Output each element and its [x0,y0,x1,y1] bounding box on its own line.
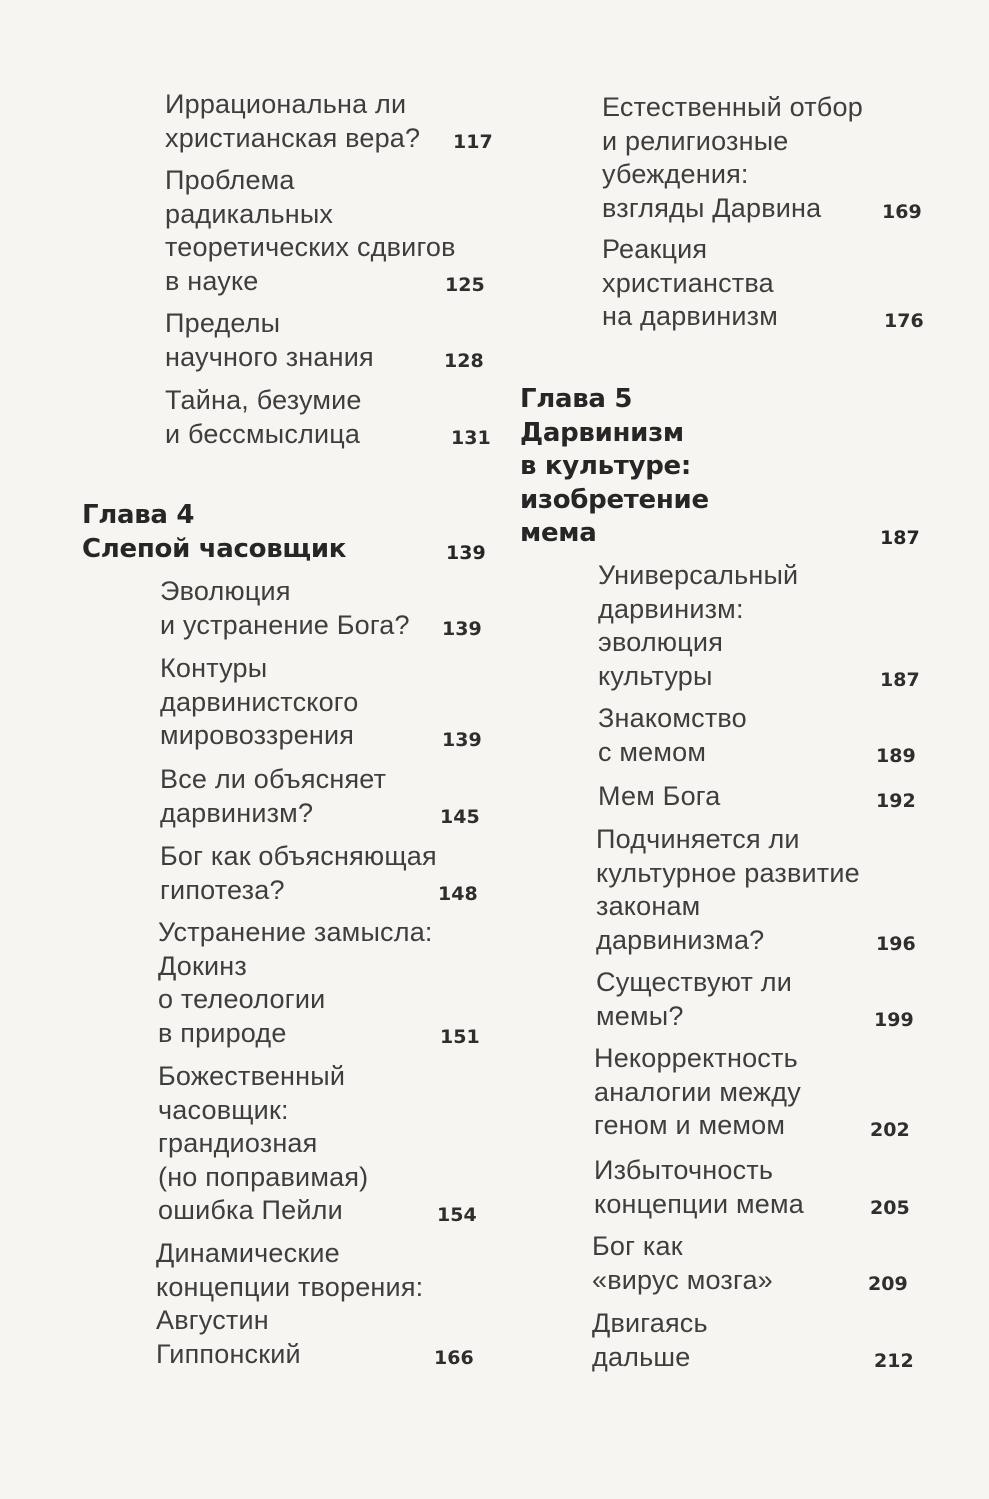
entry-page-number: 151 [440,1026,480,1048]
entry-title: Естественный отбор и религиозные убеждения: взгляды Дарвина [602,92,863,223]
chapter-title: Глава 4 Слепой часовщик [82,500,347,564]
toc-entry [160,575,480,642]
entry-page-number: 202 [870,1118,910,1141]
toc-entry [596,966,926,1033]
toc-entry [592,1230,922,1297]
toc-entry [602,233,932,334]
entry-title: Эволюция и устранение Бога? [160,576,410,640]
toc-entry [165,164,485,298]
entry-page-number: 148 [438,883,478,905]
entry-page-number: 131 [451,427,491,449]
toc-entry [165,384,491,451]
toc-entry [592,1307,922,1374]
entry-page-number: 169 [882,201,922,223]
entry-page-number: 205 [870,1197,910,1219]
toc-entry [598,559,928,693]
entry-page-number: 196 [876,933,916,955]
chapter-5-heading [520,383,920,551]
entry-title: Бог как объясняющая гипотеза? [160,841,437,905]
toc-entry [160,763,480,830]
entry-title: Избыточность концепции мема [594,1155,804,1219]
entry-page-number: 209 [868,1273,908,1295]
chapter-title: Глава 5 Дарвинизм в культуре: изобретение мема [520,384,709,548]
entry-title: Устранение замысла: Докинз о телеологии в природе [158,917,433,1048]
entry-title: Божественный часовщик: грандиозная (но поправимая) ошибка Пейли [158,1061,369,1225]
chapter-page-number: 139 [446,542,486,564]
entry-title: Пределы научного знания [165,308,374,372]
entry-title: Контуры дарвинистского мировоззрения [160,653,359,750]
entry-title: Реакция христианства на дарвинизм [602,234,778,331]
entry-title: Бог как «вирус мозга» [592,1231,773,1295]
toc-entry [156,1237,476,1371]
toc-entry [598,702,928,769]
entry-page-number: 145 [440,806,480,828]
entry-title: Существуют ли мемы? [596,967,793,1031]
chapter-page-number: 187 [880,526,920,549]
toc-entry [165,307,485,374]
entry-page-number: 189 [876,745,916,767]
entry-title: Иррациональна ли христианская вера? [165,89,421,153]
toc-entry [165,88,493,155]
entry-page-number: 192 [876,789,916,812]
toc-entry [594,1042,924,1143]
entry-title: Динамические концепции творения: Августин Гиппонский [156,1238,424,1369]
entry-page-number: 117 [453,131,493,153]
entry-page-number: 199 [874,1009,914,1031]
entry-title: Проблема радикальных теоретических сдвигов в науке [165,165,456,296]
toc-entry [160,652,480,753]
entry-page-number: 154 [437,1203,477,1226]
entry-page-number: 176 [884,309,924,332]
toc-entry [158,916,478,1050]
entry-title: Подчиняется ли культурное развитие законам дарвинизма? [596,824,860,955]
entry-page-number: 212 [874,1350,914,1372]
entry-page-number: 128 [444,350,484,372]
toc-entry [594,1154,924,1221]
entry-title: Универсальный дарвинизм: эволюция культуры [598,560,799,691]
entry-title: Знакомство с мемом [598,703,747,767]
toc-entry [598,780,928,814]
toc-entry [158,1060,478,1228]
entry-page-number: 125 [445,274,485,296]
toc-entry [602,91,932,225]
entry-page-number: 166 [434,1347,474,1369]
entry-page-number: 139 [442,728,482,751]
toc-entry [160,840,480,907]
entry-title: Все ли объясняет дарвинизм? [160,764,387,828]
entry-title: Мем Бога [598,781,721,811]
toc-entry [596,823,926,957]
entry-title: Двигаясь дальше [592,1308,708,1372]
entry-page-number: 187 [880,669,920,691]
chapter-4-heading [82,499,486,566]
entry-title: Тайна, безумие и бессмыслица [165,385,362,449]
entry-page-number: 139 [442,618,482,640]
entry-title: Некорректность аналогии между геном и мемом [594,1043,801,1140]
